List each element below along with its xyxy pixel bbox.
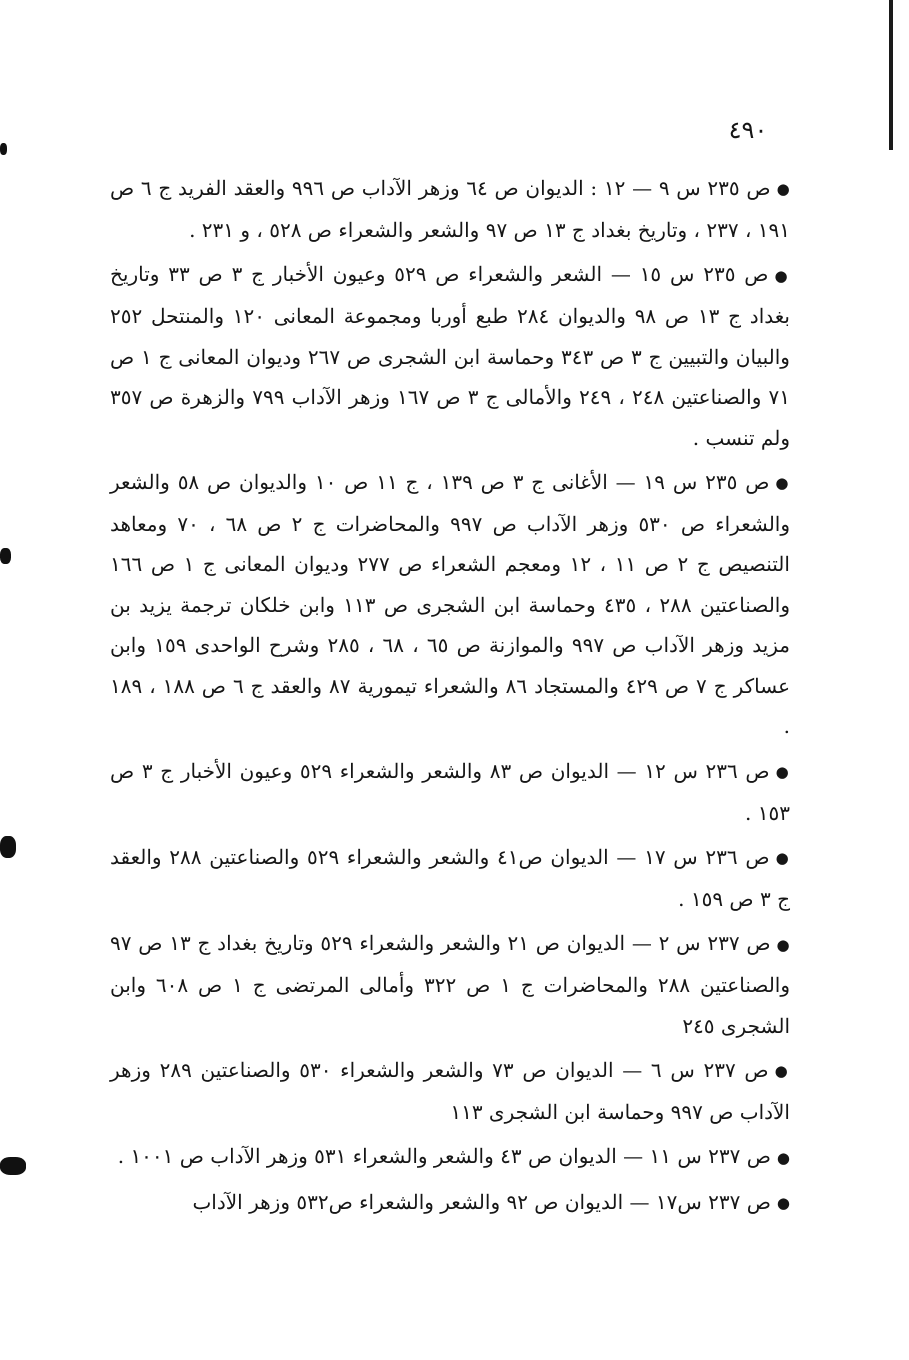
entry-ref: ص ٢٣٧ س ١١ — (623, 1144, 771, 1169)
entry-text: الديوان ص ٩٢ والشعر والشعراء ص٥٣٢ وزهر الآداب (192, 1190, 624, 1214)
reference-entry (110, 751, 790, 833)
reference-entry (110, 462, 790, 747)
reference-entry (110, 837, 790, 919)
bullet-icon: ● (775, 849, 791, 868)
entry-text: الشعر والشعراء ص ٥٢٩ وعيون الأخبار ج ٣ ص ٣٣ وتاريخ بغداد ج ١٣ ص ٩٨ والديوان ٢٨٤ طبع أوربا ومجموعة المعانى ١٢٠ والمنتحل ٢٥٢ والبيان والتبيين ج ٣ ص ٣٤٣ وحماسة ابن الشجرى ص ٢٦٧ وديوان المعانى ج ١ ص ٧١ والصناعتين ٢٤٨ ، ٢٤٩ والأمالى ج ٣ ص ١٦٧ وزهر الآداب ٧٩٩ والزهرة ص ٣٥٧ ولم تنسب . (110, 262, 790, 450)
entry-text: الديوان ص ٤٣ والشعر والشعراء ٥٣١ وزهر الآداب ص ١٠٠١ . (117, 1144, 617, 1169)
bullet-icon: ● (774, 266, 790, 285)
entry-ref: ص ٢٣٧ س ٢ — (631, 931, 771, 956)
page-edge-line (889, 0, 893, 150)
entry-ref: ص ٢٣٧ س١٧ — (629, 1190, 771, 1214)
entry-ref: ص ٢٣٥ س ١٥ — (610, 262, 769, 287)
entry-text: الديوان ص ٢١ والشعر والشعراء ٥٢٩ وتاريخ بغداد ج ١٣ ص ٩٧ والصناعتين ٢٨٨ والمحاضرات ج ١ ص ٣٢٢ وأمالى المرتضى ج ١ ص ٦٠٨ وابن الشجرى ٢٤٥ (110, 931, 791, 1038)
bullet-icon: ● (776, 180, 791, 199)
scan-mark (0, 548, 11, 564)
reference-entry (110, 1050, 790, 1132)
entry-ref: ص ٢٣٦ س ١٢ — (616, 758, 770, 783)
reference-entry (110, 1136, 790, 1178)
scan-mark (0, 836, 16, 858)
entry-text: الديوان ص ٨٣ والشعر والشعراء ٥٢٩ وعيون الأخبار ج ٣ ص ١٥٣ . (110, 758, 790, 825)
reference-entry (110, 923, 790, 1046)
entry-ref: ص ٢٣٥ س ١٩ — (615, 470, 770, 494)
bullet-icon: ● (774, 1062, 791, 1081)
entry-text: الديوان ص٤١ والشعر والشعراء ٥٢٩ والصناعتين ٢٨٨ والعقد ج ٣ ص ١٥٩ . (110, 845, 790, 911)
entry-ref: ص ٢٣٧ س ٦ — (622, 1058, 769, 1082)
page-number: ٤٩٠ (728, 116, 768, 144)
references-list (110, 168, 790, 1348)
entry-text: الديوان ص ٧٣ والشعر والشعراء ٥٣٠ والصناعتين ٢٨٩ وزهر الآداب ص ٩٩٧ وحماسة ابن الشجرى ١١٣ (110, 1058, 790, 1124)
reference-entry (110, 168, 790, 250)
bullet-icon: ● (776, 1194, 790, 1213)
entry-text: الأغانى ج ٣ ص ١٣٩ ، ج ١١ ص ١٠ والديوان ص ٥٨ والشعر والشعراء ص ٥٣٠ وزهر الآداب ص ٩٩٧ والمحاضرات ج ٢ ص ٦٨ ، ٧٠ ومعاهد التنصيص ج ٢ ص ١١ ، ١٢ ومعجم الشعراء ص ٢٧٧ وديوان المعانى ج ١ ص ١٦٦ والصناعتين ٢٨٨ ، ٤٣٥ وحماسة ابن الشجرى ص ١١٣ وابن خلكان ترجمة يزيد بن مزيد وزهر الآداب ص ٩٩٧ والموازنة ص ٦٥ ، ٦٨ ، ٢٨٥ وشرح الواحدى ١٥٩ وابن عساكر ج ٧ ص ٤٢٩ والمستجاد ٨٦ والشعراء تيمورية ٨٧ والعقد ج ٦ ص ١٨٨ ، ١٨٩ . (110, 470, 791, 739)
entry-text: الديوان ص ٦٤ وزهر الآداب ص ٩٩٦ والعقد الفريد ج ٦ ص ١٩١ ، ٢٣٧ ، وتاريخ بغداد ج ١٣ ص ٩٧ والشعر والشعراء ص ٥٢٨ ، و ٢٣١ . (110, 176, 790, 242)
reference-entry (110, 1182, 790, 1224)
bullet-icon: ● (775, 474, 790, 493)
entry-ref: ص ٢٣٥ س ٩ — ١٢ : (590, 176, 771, 200)
scan-mark (0, 1157, 26, 1175)
bullet-icon: ● (775, 763, 790, 781)
scan-mark (0, 143, 7, 155)
reference-entry (110, 254, 790, 458)
bullet-icon: ● (776, 935, 791, 954)
entry-ref: ص ٢٣٦ س ١٧ — (616, 845, 770, 869)
bullet-icon: ● (776, 1148, 790, 1167)
